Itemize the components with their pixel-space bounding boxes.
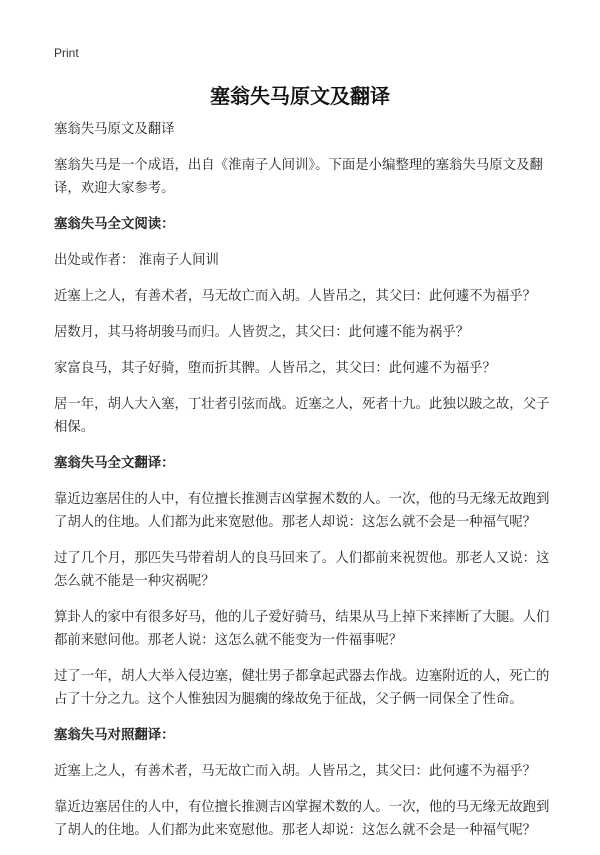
- original-paragraph-2: 居数月，其马将胡骏马而归。人皆贺之，其父曰：此何遽不能为祸乎？: [54, 325, 470, 340]
- source-line: 出处或作者： 淮南子人间训: [54, 253, 219, 268]
- translation-paragraph-3: 算卦人的家中有很多好马，他的儿子爱好骑马，结果从马上掉下来摔断了大腿。人们都前来慰问他。那老人说：这怎么就不能变为一件福事呢？: [54, 610, 550, 648]
- page-title: 塞翁失马原文及翻译: [210, 84, 390, 108]
- original-paragraph-3: 家富良马，其子好骑，堕而折其髀。人皆吊之，其父曰：此何遽不为福乎？: [54, 361, 496, 376]
- print-link[interactable]: Print: [54, 46, 79, 60]
- article-body: [54, 118, 554, 855]
- original-paragraph-4: 居一年，胡人大入塞，丁壮者引弦而战。近塞之人，死者十九。此独以跛之故，父子相保。: [54, 397, 550, 435]
- original-paragraph-1: 近塞上之人，有善术者，马无故亡而入胡。人皆吊之，其父曰：此何遽不为福乎？: [54, 289, 537, 304]
- section-heading-contrast: 塞翁失马对照翻译：: [54, 728, 175, 743]
- translation-paragraph-1: 靠近边塞居住的人中，有位擅长推测吉凶掌握术数的人。一次，他的马无缘无故跑到了胡人的住地。人们都为此来宽慰他。那老人却说：这怎么就不会是一种福气呢？: [54, 492, 550, 530]
- translation-paragraph-2: 过了几个月，那匹失马带着胡人的良马回来了。人们都前来祝贺他。那老人又说：这怎么就不能是一种灾祸呢？: [54, 551, 550, 589]
- section-heading-original: 塞翁失马全文阅读：: [54, 217, 175, 232]
- contrast-translation-1: 靠近边塞居住的人中，有位擅长推测吉凶掌握术数的人。一次，他的马无缘无故跑到了胡人的住地。人们都为此来宽慰他。那老人却说：这怎么就不会是一种福气呢？: [54, 800, 550, 838]
- contrast-original-1: 近塞上之人，有善术者，马无故亡而入胡。人皆吊之，其父曰：此何遽不为福乎？: [54, 764, 537, 779]
- translation-paragraph-4: 过了一年，胡人大举入侵边塞，健壮男子都拿起武器去作战。边塞附近的人，死亡的占了十分之九。这个人惟独因为腿瘸的缘故免于征战，父子俩一同保全了性命。: [54, 669, 550, 707]
- subtitle: 塞翁失马原文及翻译: [54, 122, 175, 137]
- intro-paragraph: 塞翁失马是一个成语，出自《淮南子人间训》。下面是小编整理的塞翁失马原文及翻译，欢迎大家参考。: [54, 158, 543, 196]
- section-heading-translation: 塞翁失马全文翻译：: [54, 456, 175, 471]
